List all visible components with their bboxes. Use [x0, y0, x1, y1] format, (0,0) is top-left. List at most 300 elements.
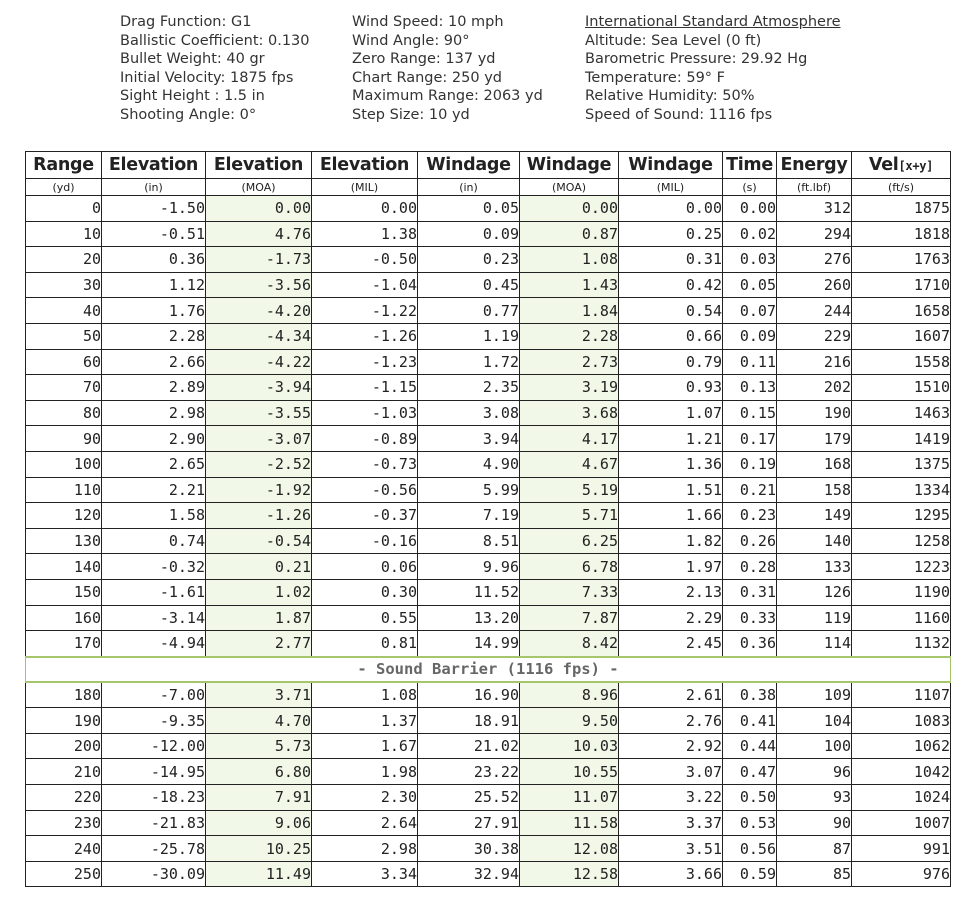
cell-windage-in: 13.20 — [418, 605, 520, 631]
param-wind-speed: Wind Speed: 10 mph — [352, 14, 504, 30]
cell-windage-moa: 7.87 — [520, 605, 619, 631]
cell-windage-mil: 2.45 — [619, 631, 723, 657]
cell-time: 0.17 — [723, 426, 777, 452]
table-row — [26, 375, 951, 401]
cell-energy: 104 — [777, 708, 852, 734]
cell-range: 180 — [26, 682, 102, 708]
unit-windage-in: (in) — [418, 179, 520, 196]
cell-elevation-in: 1.12 — [102, 272, 206, 298]
cell-elevation-in: -3.14 — [102, 605, 206, 631]
cell-elevation-in: -30.09 — [102, 861, 206, 887]
cell-time: 0.44 — [723, 733, 777, 759]
header-time: Time — [723, 152, 777, 179]
cell-energy: 85 — [777, 861, 852, 887]
cell-time: 0.02 — [723, 221, 777, 247]
cell-range: 160 — [26, 605, 102, 631]
header-velocity-label: Vel — [868, 155, 899, 175]
cell-windage-moa: 0.00 — [520, 196, 619, 222]
cell-velocity: 1875 — [852, 196, 951, 222]
cell-windage-in: 8.51 — [418, 528, 520, 554]
cell-windage-mil: 3.66 — [619, 861, 723, 887]
cell-velocity: 1607 — [852, 323, 951, 349]
cell-energy: 133 — [777, 554, 852, 580]
table-body-supersonic — [26, 196, 951, 657]
cell-elevation-mil: -1.26 — [312, 323, 418, 349]
param-sight-height: Sight Height : 1.5 in — [120, 88, 265, 104]
cell-velocity: 1295 — [852, 503, 951, 529]
cell-windage-moa: 1.43 — [520, 272, 619, 298]
unit-range: (yd) — [26, 179, 102, 196]
range-params — [352, 13, 543, 124]
cell-windage-moa: 8.42 — [520, 631, 619, 657]
cell-windage-in: 7.19 — [418, 503, 520, 529]
cell-elevation-in: 2.90 — [102, 426, 206, 452]
cell-windage-in: 1.19 — [418, 323, 520, 349]
table-row — [26, 759, 951, 785]
cell-windage-mil: 1.66 — [619, 503, 723, 529]
table-row — [26, 503, 951, 529]
header-elevation-in: Elevation — [102, 152, 206, 179]
cell-elevation-moa: 4.70 — [206, 708, 312, 734]
cell-range: 220 — [26, 785, 102, 811]
cell-range: 140 — [26, 554, 102, 580]
cell-elevation-moa: -2.52 — [206, 451, 312, 477]
cell-elevation-mil: 0.00 — [312, 196, 418, 222]
cell-windage-in: 25.52 — [418, 785, 520, 811]
cell-windage-moa: 11.07 — [520, 785, 619, 811]
cell-windage-moa: 2.73 — [520, 349, 619, 375]
cell-range: 210 — [26, 759, 102, 785]
cell-elevation-mil: 2.30 — [312, 785, 418, 811]
cell-energy: 158 — [777, 477, 852, 503]
cell-windage-moa: 11.58 — [520, 810, 619, 836]
cell-elevation-moa: -1.26 — [206, 503, 312, 529]
cell-windage-in: 3.08 — [418, 400, 520, 426]
cell-elevation-moa: 1.02 — [206, 579, 312, 605]
cell-windage-moa: 7.33 — [520, 579, 619, 605]
cell-energy: 93 — [777, 785, 852, 811]
cell-energy: 87 — [777, 836, 852, 862]
cell-time: 0.11 — [723, 349, 777, 375]
cell-windage-moa: 4.17 — [520, 426, 619, 452]
cell-velocity: 1710 — [852, 272, 951, 298]
table-row — [26, 323, 951, 349]
cell-elevation-in: 1.58 — [102, 503, 206, 529]
cell-windage-in: 0.09 — [418, 221, 520, 247]
cell-energy: 140 — [777, 528, 852, 554]
header-velocity-subscript: [x+y] — [898, 159, 934, 173]
cell-time: 0.23 — [723, 503, 777, 529]
param-maximum-range: Maximum Range: 2063 yd — [352, 88, 543, 104]
table-row — [26, 733, 951, 759]
cell-windage-moa: 5.19 — [520, 477, 619, 503]
cell-windage-mil: 1.07 — [619, 400, 723, 426]
cell-elevation-in: 2.89 — [102, 375, 206, 401]
cell-time: 0.33 — [723, 605, 777, 631]
table-row — [26, 708, 951, 734]
cell-windage-mil: 0.54 — [619, 298, 723, 324]
cell-elevation-moa: 6.80 — [206, 759, 312, 785]
cell-velocity: 1083 — [852, 708, 951, 734]
param-altitude: Altitude: Sea Level (0 ft) — [585, 32, 762, 49]
cell-velocity: 1107 — [852, 682, 951, 708]
cell-range: 80 — [26, 400, 102, 426]
header-range: Range — [26, 152, 102, 179]
cell-elevation-moa: -3.55 — [206, 400, 312, 426]
cell-windage-mil: 0.25 — [619, 221, 723, 247]
cell-range: 190 — [26, 708, 102, 734]
cell-range: 200 — [26, 733, 102, 759]
cell-velocity: 1763 — [852, 247, 951, 273]
table-row — [26, 528, 951, 554]
cell-elevation-mil: 1.98 — [312, 759, 418, 785]
cell-windage-mil: 2.76 — [619, 708, 723, 734]
cell-windage-mil: 3.07 — [619, 759, 723, 785]
cell-time: 0.00 — [723, 196, 777, 222]
cell-windage-mil: 3.51 — [619, 836, 723, 862]
table-row — [26, 682, 951, 708]
cell-energy: 294 — [777, 221, 852, 247]
cell-windage-moa: 3.19 — [520, 375, 619, 401]
cell-elevation-in: -4.94 — [102, 631, 206, 657]
cell-velocity: 1160 — [852, 605, 951, 631]
cell-energy: 179 — [777, 426, 852, 452]
cell-range: 110 — [26, 477, 102, 503]
cell-range: 100 — [26, 451, 102, 477]
cell-windage-mil: 0.00 — [619, 196, 723, 222]
cell-energy: 216 — [777, 349, 852, 375]
cell-time: 0.28 — [723, 554, 777, 580]
header-energy: Energy — [777, 152, 852, 179]
cell-windage-in: 30.38 — [418, 836, 520, 862]
cell-velocity: 1190 — [852, 579, 951, 605]
unit-windage-moa: (MOA) — [520, 179, 619, 196]
cell-windage-mil: 0.42 — [619, 272, 723, 298]
cell-elevation-moa: 0.21 — [206, 554, 312, 580]
param-chart-range: Chart Range: 250 yd — [352, 69, 502, 86]
cell-time: 0.13 — [723, 375, 777, 401]
table-row — [26, 451, 951, 477]
cell-windage-mil: 1.51 — [619, 477, 723, 503]
cell-velocity: 1132 — [852, 631, 951, 657]
cell-elevation-in: -14.95 — [102, 759, 206, 785]
cell-energy: 90 — [777, 810, 852, 836]
cell-energy: 260 — [777, 272, 852, 298]
cell-velocity: 976 — [852, 861, 951, 887]
table-row — [26, 196, 951, 222]
cell-elevation-moa: 11.49 — [206, 861, 312, 887]
cell-windage-moa: 5.71 — [520, 503, 619, 529]
header-velocity — [852, 152, 951, 179]
cell-time: 0.07 — [723, 298, 777, 324]
cell-energy: 96 — [777, 759, 852, 785]
cell-velocity: 1062 — [852, 733, 951, 759]
cell-energy: 312 — [777, 196, 852, 222]
cell-energy: 119 — [777, 605, 852, 631]
cell-elevation-moa: -3.94 — [206, 375, 312, 401]
cell-windage-mil: 1.21 — [619, 426, 723, 452]
cell-windage-in: 1.72 — [418, 349, 520, 375]
param-ballistic-coefficient: Ballistic Coefficient: 0.130 — [120, 32, 310, 49]
table-row — [26, 298, 951, 324]
cell-windage-in: 16.90 — [418, 682, 520, 708]
cell-windage-in: 27.91 — [418, 810, 520, 836]
cell-velocity: 1658 — [852, 298, 951, 324]
cell-windage-in: 32.94 — [418, 861, 520, 887]
cell-elevation-moa: 9.06 — [206, 810, 312, 836]
cell-range: 70 — [26, 375, 102, 401]
cell-time: 0.38 — [723, 682, 777, 708]
param-wind-angle: Wind Angle: 90° — [352, 32, 470, 49]
cell-windage-mil: 0.79 — [619, 349, 723, 375]
cell-energy: 229 — [777, 323, 852, 349]
cell-windage-moa: 9.50 — [520, 708, 619, 734]
cell-velocity: 1258 — [852, 528, 951, 554]
projectile-params — [120, 13, 310, 124]
cell-windage-in: 0.45 — [418, 272, 520, 298]
parameters-panel — [0, 13, 975, 131]
cell-range: 60 — [26, 349, 102, 375]
cell-velocity: 1042 — [852, 759, 951, 785]
sound-barrier-label: - Sound Barrier (1116 fps) - — [26, 657, 951, 682]
cell-elevation-in: 2.98 — [102, 400, 206, 426]
sound-barrier-row — [26, 657, 951, 682]
cell-time: 0.41 — [723, 708, 777, 734]
cell-elevation-moa: -4.20 — [206, 298, 312, 324]
cell-range: 130 — [26, 528, 102, 554]
cell-elevation-in: 2.65 — [102, 451, 206, 477]
cell-windage-in: 9.96 — [418, 554, 520, 580]
cell-energy: 202 — [777, 375, 852, 401]
cell-elevation-mil: 1.38 — [312, 221, 418, 247]
table-row — [26, 836, 951, 862]
cell-windage-in: 0.05 — [418, 196, 520, 222]
cell-range: 10 — [26, 221, 102, 247]
cell-velocity: 1223 — [852, 554, 951, 580]
param-step-size: Step Size: 10 yd — [352, 106, 470, 123]
cell-time: 0.26 — [723, 528, 777, 554]
cell-windage-moa: 4.67 — [520, 451, 619, 477]
table-row — [26, 579, 951, 605]
cell-velocity: 1419 — [852, 426, 951, 452]
cell-elevation-in: -1.50 — [102, 196, 206, 222]
table-body-subsonic — [26, 682, 951, 887]
param-bullet-weight: Bullet Weight: 40 gr — [120, 51, 265, 67]
cell-elevation-moa: 0.00 — [206, 196, 312, 222]
cell-elevation-mil: 1.37 — [312, 708, 418, 734]
cell-energy: 109 — [777, 682, 852, 708]
table-row — [26, 221, 951, 247]
cell-time: 0.19 — [723, 451, 777, 477]
cell-time: 0.09 — [723, 323, 777, 349]
table-row — [26, 785, 951, 811]
cell-range: 240 — [26, 836, 102, 862]
unit-row — [26, 179, 951, 196]
cell-time: 0.59 — [723, 861, 777, 887]
cell-elevation-mil: -0.89 — [312, 426, 418, 452]
cell-elevation-mil: 0.30 — [312, 579, 418, 605]
cell-windage-moa: 3.68 — [520, 400, 619, 426]
cell-windage-moa: 12.58 — [520, 861, 619, 887]
cell-elevation-moa: -3.07 — [206, 426, 312, 452]
cell-windage-mil: 2.29 — [619, 605, 723, 631]
cell-windage-in: 18.91 — [418, 708, 520, 734]
cell-windage-moa: 6.25 — [520, 528, 619, 554]
cell-energy: 244 — [777, 298, 852, 324]
cell-energy: 168 — [777, 451, 852, 477]
cell-time: 0.53 — [723, 810, 777, 836]
cell-elevation-mil: -1.03 — [312, 400, 418, 426]
table-row — [26, 349, 951, 375]
cell-velocity: 991 — [852, 836, 951, 862]
cell-energy: 190 — [777, 400, 852, 426]
cell-range: 40 — [26, 298, 102, 324]
unit-energy: (ft.lbf) — [777, 179, 852, 196]
cell-elevation-mil: 0.81 — [312, 631, 418, 657]
cell-windage-moa: 0.87 — [520, 221, 619, 247]
cell-elevation-moa: 1.87 — [206, 605, 312, 631]
cell-range: 90 — [26, 426, 102, 452]
cell-elevation-moa: -0.54 — [206, 528, 312, 554]
cell-velocity: 1007 — [852, 810, 951, 836]
cell-elevation-in: -0.51 — [102, 221, 206, 247]
ballistics-table — [25, 151, 951, 887]
atmosphere-params — [585, 13, 841, 124]
cell-windage-moa: 10.55 — [520, 759, 619, 785]
unit-elevation-in: (in) — [102, 179, 206, 196]
cell-elevation-in: 2.28 — [102, 323, 206, 349]
table-row — [26, 631, 951, 657]
cell-range: 30 — [26, 272, 102, 298]
cell-elevation-mil: 2.64 — [312, 810, 418, 836]
cell-time: 0.36 — [723, 631, 777, 657]
cell-elevation-mil: 2.98 — [312, 836, 418, 862]
cell-time: 0.50 — [723, 785, 777, 811]
cell-range: 0 — [26, 196, 102, 222]
cell-windage-moa: 1.08 — [520, 247, 619, 273]
table-row — [26, 810, 951, 836]
cell-elevation-moa: -4.34 — [206, 323, 312, 349]
cell-windage-in: 0.23 — [418, 247, 520, 273]
cell-elevation-moa: -3.56 — [206, 272, 312, 298]
cell-windage-mil: 3.22 — [619, 785, 723, 811]
cell-elevation-in: -0.32 — [102, 554, 206, 580]
cell-velocity: 1334 — [852, 477, 951, 503]
cell-windage-mil: 1.97 — [619, 554, 723, 580]
cell-elevation-mil: -1.23 — [312, 349, 418, 375]
table-row — [26, 605, 951, 631]
cell-windage-in: 3.94 — [418, 426, 520, 452]
cell-windage-in: 0.77 — [418, 298, 520, 324]
cell-elevation-moa: 10.25 — [206, 836, 312, 862]
cell-elevation-mil: -0.16 — [312, 528, 418, 554]
cell-energy: 126 — [777, 579, 852, 605]
cell-velocity: 1463 — [852, 400, 951, 426]
cell-time: 0.56 — [723, 836, 777, 862]
cell-elevation-in: -21.83 — [102, 810, 206, 836]
cell-elevation-in: -25.78 — [102, 836, 206, 862]
param-barometric-pressure: Barometric Pressure: 29.92 Hg — [585, 51, 808, 67]
cell-elevation-moa: 3.71 — [206, 682, 312, 708]
cell-windage-in: 2.35 — [418, 375, 520, 401]
cell-elevation-moa: -1.73 — [206, 247, 312, 273]
cell-windage-moa: 8.96 — [520, 682, 619, 708]
cell-elevation-mil: -0.50 — [312, 247, 418, 273]
cell-elevation-in: 1.76 — [102, 298, 206, 324]
table-row — [26, 477, 951, 503]
cell-windage-moa: 12.08 — [520, 836, 619, 862]
cell-elevation-moa: 7.91 — [206, 785, 312, 811]
cell-elevation-mil: 0.55 — [312, 605, 418, 631]
cell-windage-mil: 3.37 — [619, 810, 723, 836]
cell-time: 0.15 — [723, 400, 777, 426]
cell-velocity: 1024 — [852, 785, 951, 811]
cell-elevation-mil: -1.15 — [312, 375, 418, 401]
cell-windage-mil: 2.61 — [619, 682, 723, 708]
cell-elevation-moa: -1.92 — [206, 477, 312, 503]
cell-range: 50 — [26, 323, 102, 349]
cell-elevation-moa: 5.73 — [206, 733, 312, 759]
cell-elevation-moa: -4.22 — [206, 349, 312, 375]
cell-elevation-in: 0.36 — [102, 247, 206, 273]
cell-elevation-in: 0.74 — [102, 528, 206, 554]
param-temperature: Temperature: 59° F — [585, 69, 725, 86]
cell-windage-in: 4.90 — [418, 451, 520, 477]
cell-elevation-mil: 1.67 — [312, 733, 418, 759]
cell-windage-mil: 2.13 — [619, 579, 723, 605]
cell-range: 170 — [26, 631, 102, 657]
cell-velocity: 1510 — [852, 375, 951, 401]
cell-windage-in: 23.22 — [418, 759, 520, 785]
cell-energy: 114 — [777, 631, 852, 657]
cell-elevation-in: -7.00 — [102, 682, 206, 708]
cell-elevation-mil: -1.04 — [312, 272, 418, 298]
unit-elevation-moa: (MOA) — [206, 179, 312, 196]
cell-elevation-in: -9.35 — [102, 708, 206, 734]
cell-windage-moa: 2.28 — [520, 323, 619, 349]
cell-windage-mil: 2.92 — [619, 733, 723, 759]
cell-elevation-mil: -0.37 — [312, 503, 418, 529]
header-windage-in: Windage — [418, 152, 520, 179]
param-zero-range: Zero Range: 137 yd — [352, 51, 496, 67]
param-speed-of-sound: Speed of Sound: 1116 fps — [585, 106, 773, 123]
cell-windage-mil: 0.66 — [619, 323, 723, 349]
table-row — [26, 247, 951, 273]
cell-range: 150 — [26, 579, 102, 605]
cell-windage-mil: 0.93 — [619, 375, 723, 401]
atmosphere-heading: International Standard Atmosphere — [585, 14, 841, 30]
cell-elevation-mil: 1.08 — [312, 682, 418, 708]
cell-elevation-in: -18.23 — [102, 785, 206, 811]
cell-elevation-moa: 2.77 — [206, 631, 312, 657]
param-shooting-angle: Shooting Angle: 0° — [120, 106, 257, 123]
cell-elevation-mil: -1.22 — [312, 298, 418, 324]
table-row — [26, 272, 951, 298]
cell-elevation-in: 2.66 — [102, 349, 206, 375]
table-row — [26, 861, 951, 887]
cell-range: 120 — [26, 503, 102, 529]
column-header-row — [26, 152, 951, 179]
unit-time: (s) — [723, 179, 777, 196]
cell-time: 0.03 — [723, 247, 777, 273]
cell-time: 0.31 — [723, 579, 777, 605]
unit-elevation-mil: (MIL) — [312, 179, 418, 196]
cell-windage-in: 14.99 — [418, 631, 520, 657]
cell-time: 0.47 — [723, 759, 777, 785]
cell-elevation-in: -12.00 — [102, 733, 206, 759]
cell-elevation-moa: 4.76 — [206, 221, 312, 247]
unit-windage-mil: (MIL) — [619, 179, 723, 196]
